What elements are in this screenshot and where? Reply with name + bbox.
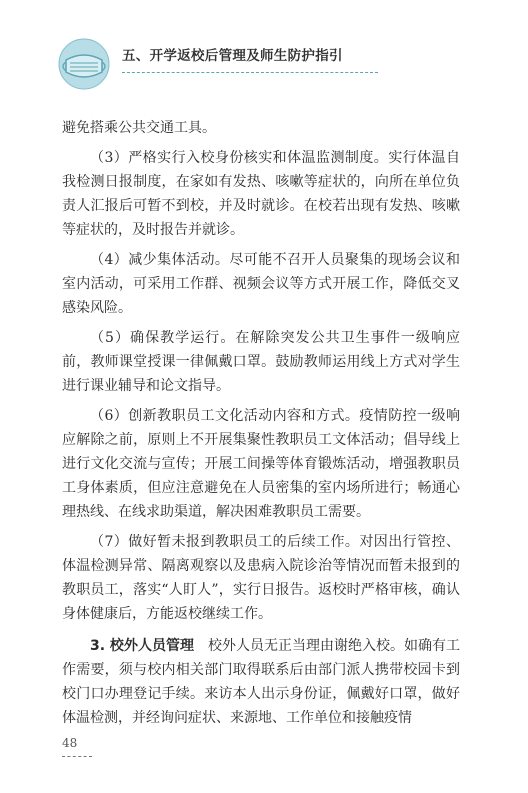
body-text	[62, 116, 460, 736]
section-text: 校外人员无正当理由谢绝入校。如确有工作需要，须与校内相关部门取得联系后由部门派人携带校园卡到校门口办理登记手续。来访本人出示身份证，佩戴好口罩，做好体温检测，并经询问症状、来源地、工作单位和接触疫情	[62, 638, 460, 726]
paragraph-continuation: 避免搭乘公共交通工具。	[62, 120, 216, 136]
paragraph-item-7: （7）做好暂未报到教职员工的后续工作。对因出行管控、体温检测异常、隔离观察以及患病入院诊治等情况而暂未报到的教职员工，落实“人盯人”，实行日报告。返校时严格审核，确认身体健康后，方能返校继续工作。	[62, 534, 460, 622]
paragraph-item-3: （3）严格实行入校身份核实和体温监测制度。实行体温自我检测日报制度，在家如有发热、咳嗽等症状的，向所在单位负责人汇报后可暂不到校，并及时就诊。在校若出现有发热、咳嗽等症状的，及时报告并就诊。	[62, 150, 460, 238]
section-heading: 3. 校外人员管理	[90, 638, 194, 654]
paragraph-item-5: （5）确保教学运行。在解除突发公共卫生事件一级响应前，教师课堂授课一律佩戴口罩。鼓励教师运用线上方式对学生进行课业辅导和论文指导。	[62, 330, 460, 394]
chapter-title: 五、开学返校后管理及师生防护指引	[122, 48, 343, 64]
paragraph-item-4: （4）减少集体活动。尽可能不召开人员聚集的现场会议和室内活动，可采用工作群、视频会议等方式开展工作，降低交叉感染风险。	[62, 252, 460, 316]
footer-divider	[62, 756, 92, 757]
face-mask-icon	[58, 38, 110, 90]
header-divider	[122, 72, 378, 73]
section-paragraph-visitors	[62, 634, 460, 730]
chapter-header	[58, 30, 358, 90]
page-number: 48	[62, 736, 78, 750]
paragraph-item-6: （6）创新教职员工文化活动内容和方式。疫情防控一级响应解除之前，原则上不开展集聚性教职员工文体活动；倡导线上进行文化交流与宣传；开展工间操等体育锻炼活动，增强教职员工身体素质，但应注意避免在人员密集的室内场所进行；畅通心理热线、在线求助渠道，解决困难教职员工需要。	[62, 408, 460, 520]
